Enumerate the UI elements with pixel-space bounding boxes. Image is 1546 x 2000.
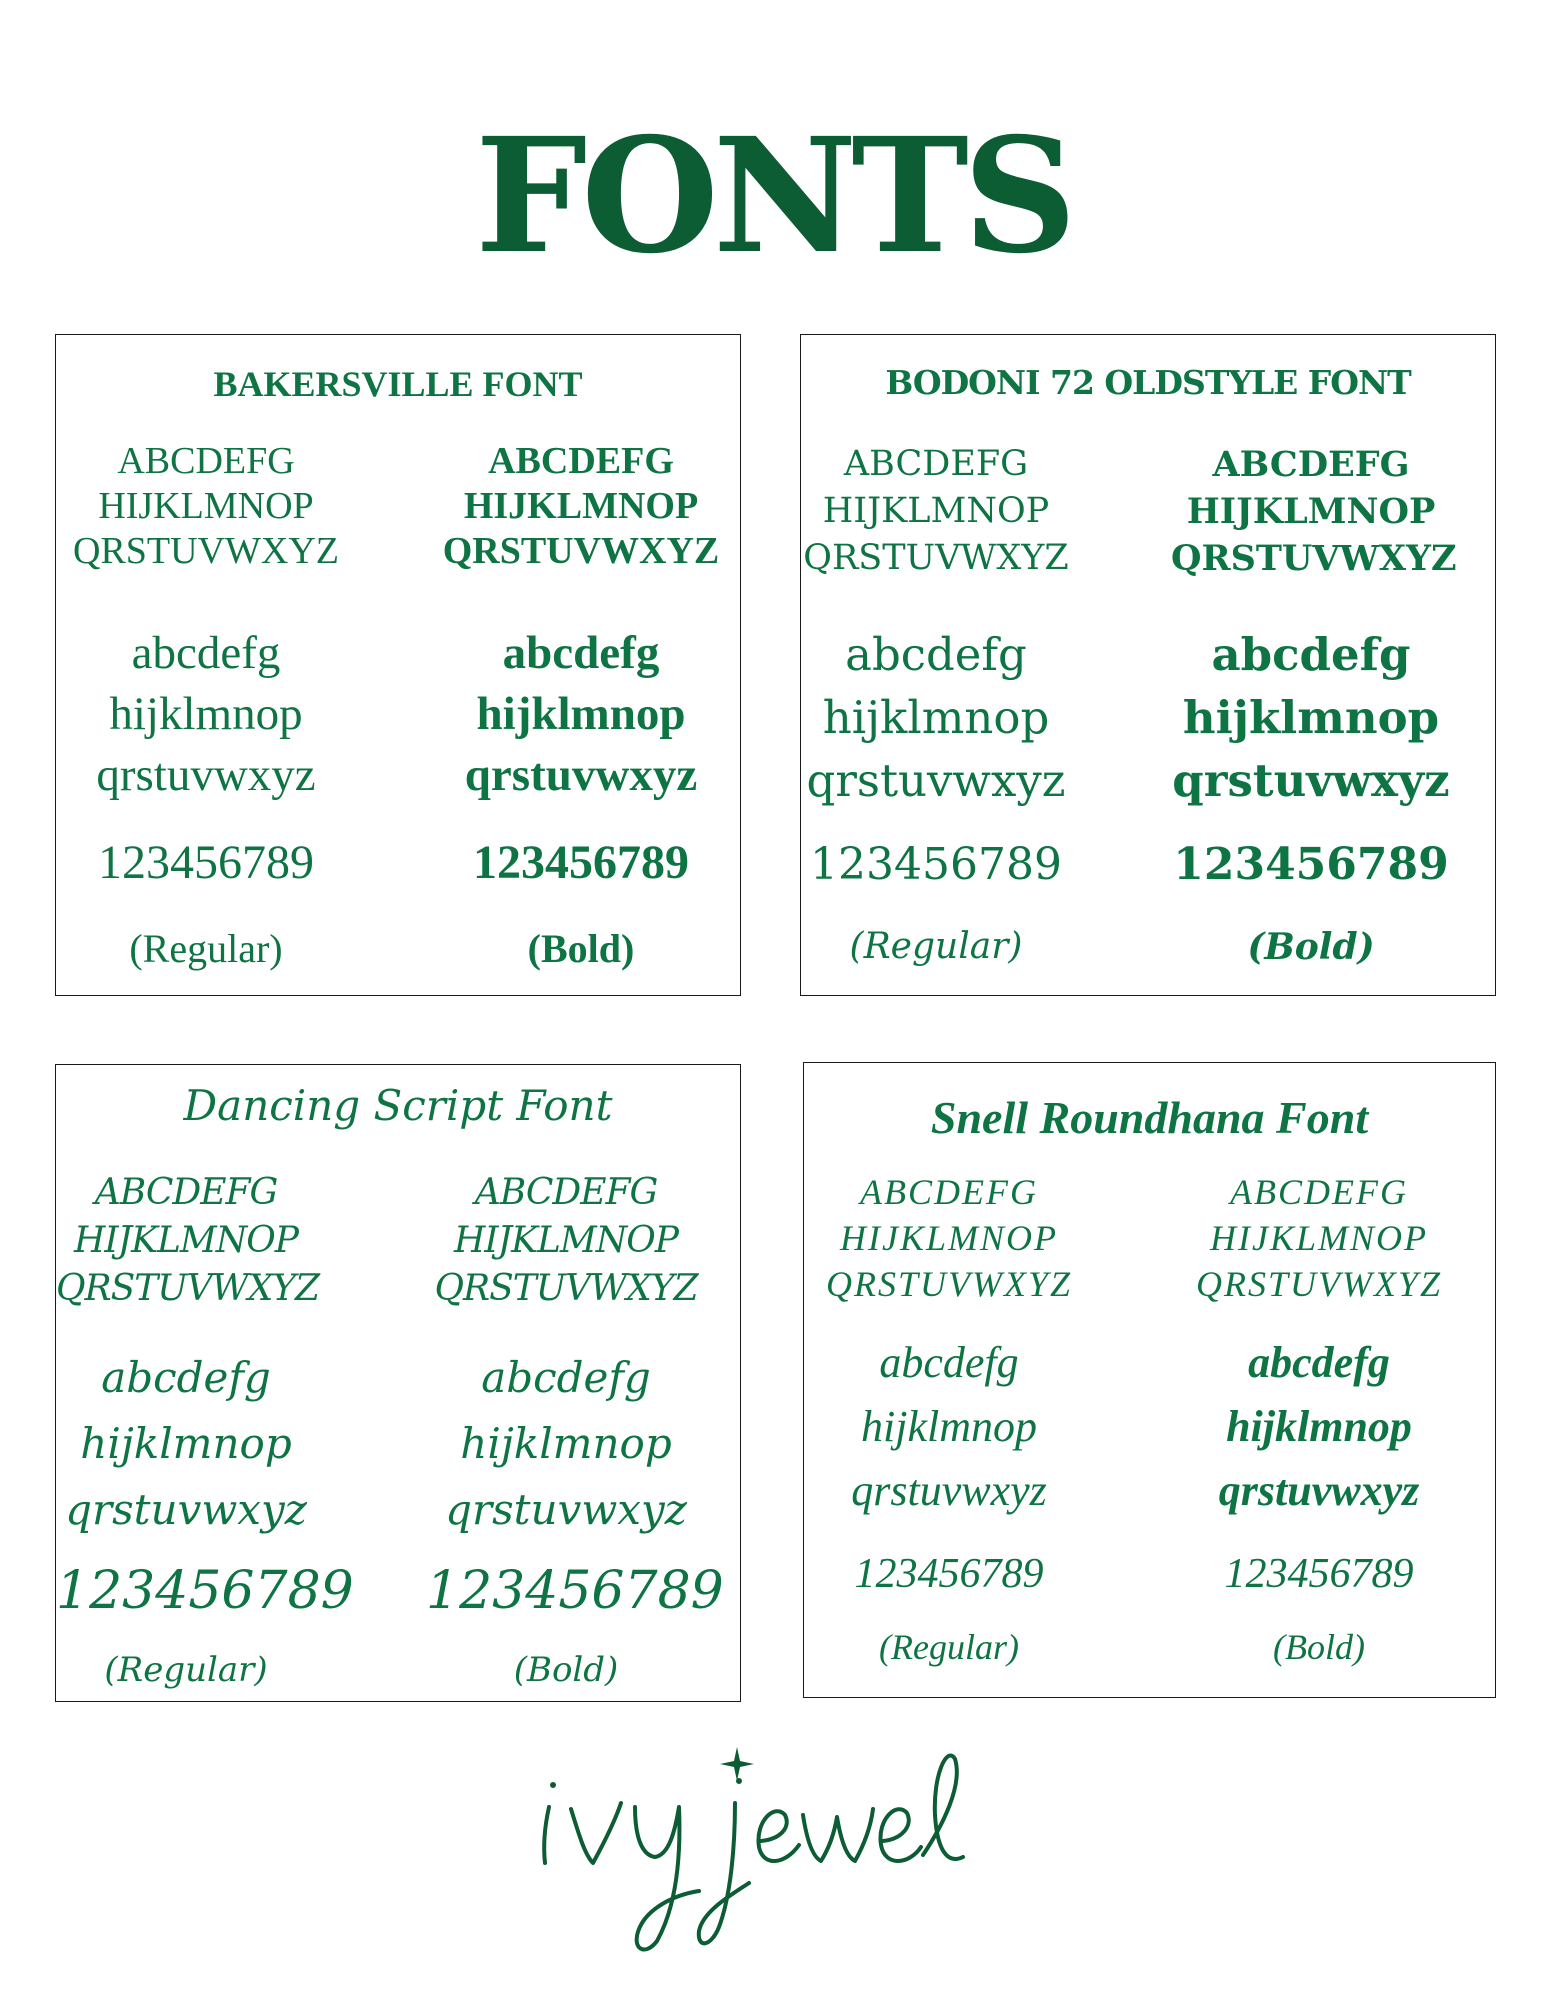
uppercase-line: ABCDEFG: [117, 440, 295, 482]
lowercase-line: qrstuvwxyz: [464, 749, 698, 801]
numbers-bold: 123456789: [426, 1561, 724, 1621]
lowercase-line: hijklmnop: [460, 1419, 672, 1468]
numbers-regular: 123456789: [854, 1551, 1044, 1597]
uppercase-line: ABCDEFG: [843, 444, 1029, 484]
logo-letter-l: [923, 1756, 963, 1860]
lowercase-line: hijklmnop: [476, 688, 686, 740]
lowercase-line: abcdefg: [1248, 1338, 1390, 1387]
uppercase-line: QRSTUVWXYZ: [803, 538, 1069, 578]
uppercase-regular: [804, 1169, 1094, 1307]
lowercase-line: qrstuvwxyz: [806, 754, 1066, 807]
uppercase-regular: [801, 441, 1071, 582]
regular-label: (Regular): [129, 926, 283, 971]
lowercase-line: qrstuvwxyz: [65, 1485, 307, 1534]
lowercase-line: hijklmnop: [861, 1402, 1037, 1451]
font-panel-dancing-script: [55, 1064, 741, 1702]
ivy-jewel-logo: [523, 1745, 1023, 1965]
numbers-bold: 123456789: [1224, 1551, 1414, 1597]
lowercase-bold: [1154, 1331, 1484, 1523]
lowercase-regular: [804, 1331, 1094, 1523]
uppercase-line: HIJKLMNOP: [98, 485, 314, 527]
uppercase-line: HIJKLMNOP: [454, 1220, 678, 1261]
logo-letter-j: [699, 1803, 749, 1943]
uppercase-line: QRSTUVWXYZ: [442, 530, 720, 572]
uppercase-regular: [56, 1169, 320, 1313]
panel-title: BAKERSVILLE FONT: [213, 364, 583, 404]
numbers-regular: 123456789: [98, 836, 314, 889]
lowercase-line: hijklmnop: [80, 1419, 292, 1468]
panel-title: Dancing Script Font: [183, 1081, 613, 1130]
lowercase-line: qrstuvwxyz: [851, 1466, 1047, 1515]
numbers-regular: 123456789: [56, 1561, 354, 1621]
lowercase-regular: [801, 623, 1071, 812]
uppercase-line: HIJKLMNOP: [1186, 491, 1436, 532]
lowercase-line: qrstuvwxyz: [1172, 754, 1450, 807]
font-panel-bakersville: [55, 334, 741, 996]
regular-label: (Regular): [879, 1627, 1019, 1667]
lowercase-regular: [56, 623, 356, 806]
uppercase-line: HIJKLMNOP: [822, 491, 1050, 531]
uppercase-line: ABCDEFG: [94, 1172, 278, 1213]
uppercase-line: ABCDEFG: [1230, 1172, 1408, 1212]
uppercase-line: QRSTUVWXYZ: [56, 1268, 320, 1309]
lowercase-bold: [426, 1345, 706, 1543]
uppercase-line: ABCDEFG: [1212, 444, 1410, 485]
logo-letter-y: [635, 1807, 699, 1950]
font-panel-bodoni: [800, 334, 1496, 996]
lowercase-line: qrstuvwxyz: [445, 1485, 687, 1534]
lowercase-line: qrstuvwxyz: [1218, 1466, 1420, 1515]
lowercase-line: abcdefg: [481, 1353, 651, 1402]
uppercase-line: QRSTUVWXYZ: [434, 1268, 698, 1309]
uppercase-bold: [426, 439, 736, 574]
uppercase-line: QRSTUVWXYZ: [825, 1264, 1073, 1304]
font-panel-snell-roundhand: [803, 1062, 1496, 1698]
sparkle-star-icon: [720, 1747, 754, 1781]
panel-title: Snell Roundhana Font: [930, 1092, 1369, 1143]
uppercase-line: HIJKLMNOP: [74, 1220, 298, 1261]
bold-label: (Bold): [1247, 926, 1375, 968]
regular-label: (Regular): [849, 926, 1023, 967]
uppercase-line: HIJKLMNOP: [840, 1218, 1058, 1258]
logo-dot-i: [550, 1782, 556, 1788]
numbers-regular: 123456789: [810, 839, 1062, 890]
uppercase-line: QRSTUVWXYZ: [73, 530, 339, 572]
lowercase-line: abcdefg: [502, 627, 660, 679]
uppercase-bold: [1171, 441, 1457, 582]
numbers-bold: 123456789: [1173, 839, 1449, 890]
uppercase-bold: [426, 1169, 706, 1313]
uppercase-line: ABCDEFG: [474, 1172, 658, 1213]
lowercase-line: hijklmnop: [109, 688, 303, 740]
lowercase-bold: [426, 623, 736, 806]
lowercase-regular: [56, 1345, 316, 1543]
lowercase-line: abcdefg: [845, 628, 1027, 681]
uppercase-line: ABCDEFG: [860, 1172, 1038, 1212]
uppercase-bold: [1154, 1169, 1484, 1307]
lowercase-line: abcdefg: [131, 627, 281, 679]
uppercase-line: ABCDEFG: [488, 440, 674, 482]
lowercase-line: hijklmnop: [822, 691, 1050, 744]
logo-letter-e: [758, 1811, 799, 1861]
page-title: FONTS: [475, 104, 1071, 289]
logo-letter-i: [544, 1807, 549, 1863]
lowercase-line: hijklmnop: [1182, 691, 1440, 744]
lowercase-bold: [1171, 623, 1451, 812]
uppercase-line: HIJKLMNOP: [1210, 1218, 1428, 1258]
panel-title: BODONI 72 OLDSTYLE FONT: [885, 363, 1411, 402]
lowercase-line: abcdefg: [1211, 628, 1411, 681]
logo-letter-v: [571, 1803, 621, 1863]
lowercase-line: abcdefg: [879, 1338, 1019, 1387]
numbers-bold: 123456789: [473, 836, 689, 889]
uppercase-line: HIJKLMNOP: [463, 485, 699, 527]
bold-label: (Bold): [1273, 1627, 1365, 1667]
uppercase-line: QRSTUVWXYZ: [1171, 538, 1457, 579]
uppercase-line: QRSTUVWXYZ: [1195, 1264, 1443, 1304]
bold-label: (Bold): [513, 1650, 619, 1690]
regular-label: (Regular): [104, 1650, 268, 1690]
logo-letter-e: [880, 1809, 921, 1861]
lowercase-line: qrstuvwxyz: [96, 749, 316, 801]
uppercase-regular: [56, 439, 356, 574]
logo-letter-w: [803, 1809, 873, 1861]
bold-label: (Bold): [527, 926, 635, 971]
lowercase-line: hijklmnop: [1226, 1402, 1412, 1451]
lowercase-line: abcdefg: [101, 1353, 271, 1402]
